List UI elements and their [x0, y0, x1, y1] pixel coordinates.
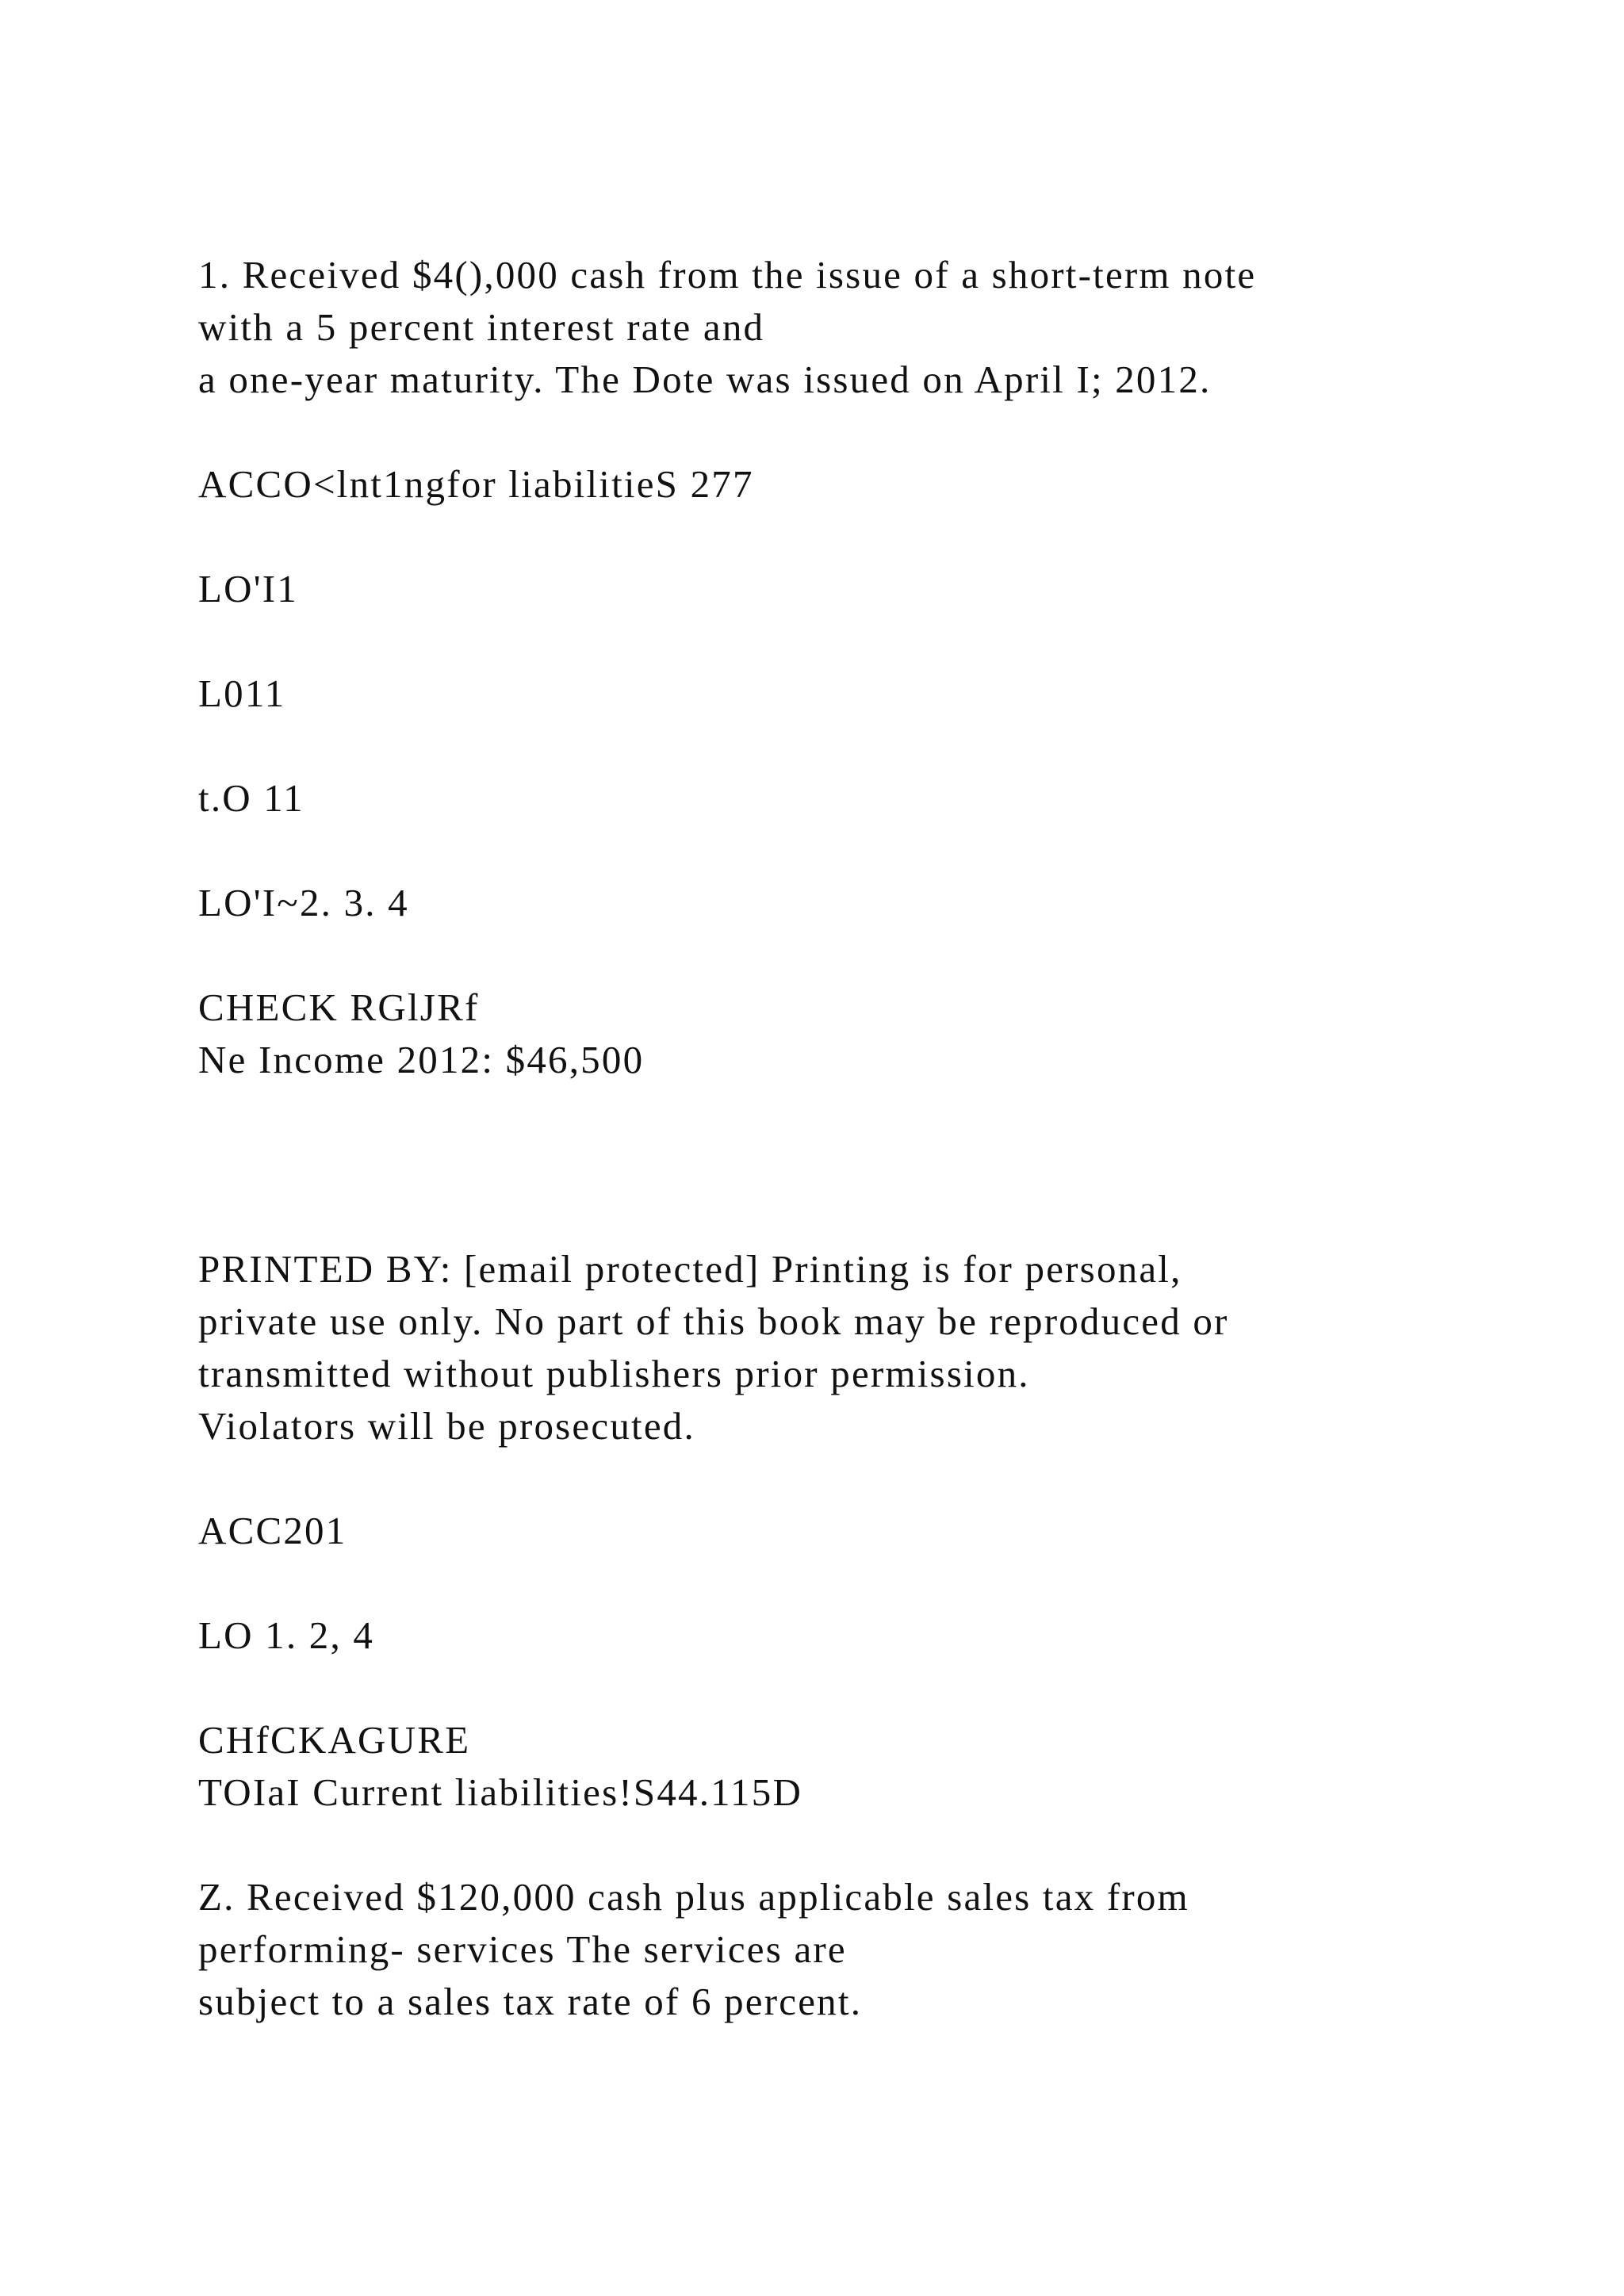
- course-code: ACC201: [198, 1509, 347, 1552]
- learning-objective-label: t.O 11: [198, 776, 304, 820]
- check-figure-value: TOIaI Current liabilities!S44.115D: [198, 1770, 803, 1814]
- item-2-line-2: performing- services The services are: [198, 1927, 847, 1971]
- learning-objective-label: L011: [198, 672, 286, 715]
- learning-objective-label: LO 1. 2, 4: [198, 1613, 375, 1657]
- check-figure-heading: CHECK RGlJRf: [198, 985, 480, 1029]
- learning-objective-label: LO'I1: [198, 567, 298, 610]
- learning-objective-label: LO'I~2. 3. 4: [198, 881, 409, 924]
- printed-by-notice-line-4: Violators will be prosecuted.: [198, 1404, 695, 1448]
- printed-by-notice-line-3: transmitted without publishers prior permission.: [198, 1352, 1030, 1395]
- item-2-line-1: Z. Received $120,000 cash plus applicable sales tax from: [198, 1875, 1189, 1919]
- item-1-line-2: with a 5 percent interest rate and: [198, 305, 765, 349]
- check-figure-value: Ne Income 2012: $46,500: [198, 1038, 645, 1081]
- printed-by-notice-line-2: private use only. No part of this book may be reproduced or: [198, 1299, 1229, 1343]
- item-2-line-3: subject to a sales tax rate of 6 percent.: [198, 1980, 863, 2023]
- page-header-line: ACCO<lnt1ngfor liabilitieS 277: [198, 462, 754, 506]
- item-1-line-1: 1. Received $4(),000 cash from the issue of a short-term note: [198, 253, 1257, 297]
- item-1-line-3: a one-year maturity. The Dote was issued on April I; 2012.: [198, 358, 1212, 401]
- check-figure-heading: CHfCKAGURE: [198, 1718, 471, 1762]
- printed-by-notice-line-1: PRINTED BY: [email protected] Printing is for personal,: [198, 1247, 1182, 1291]
